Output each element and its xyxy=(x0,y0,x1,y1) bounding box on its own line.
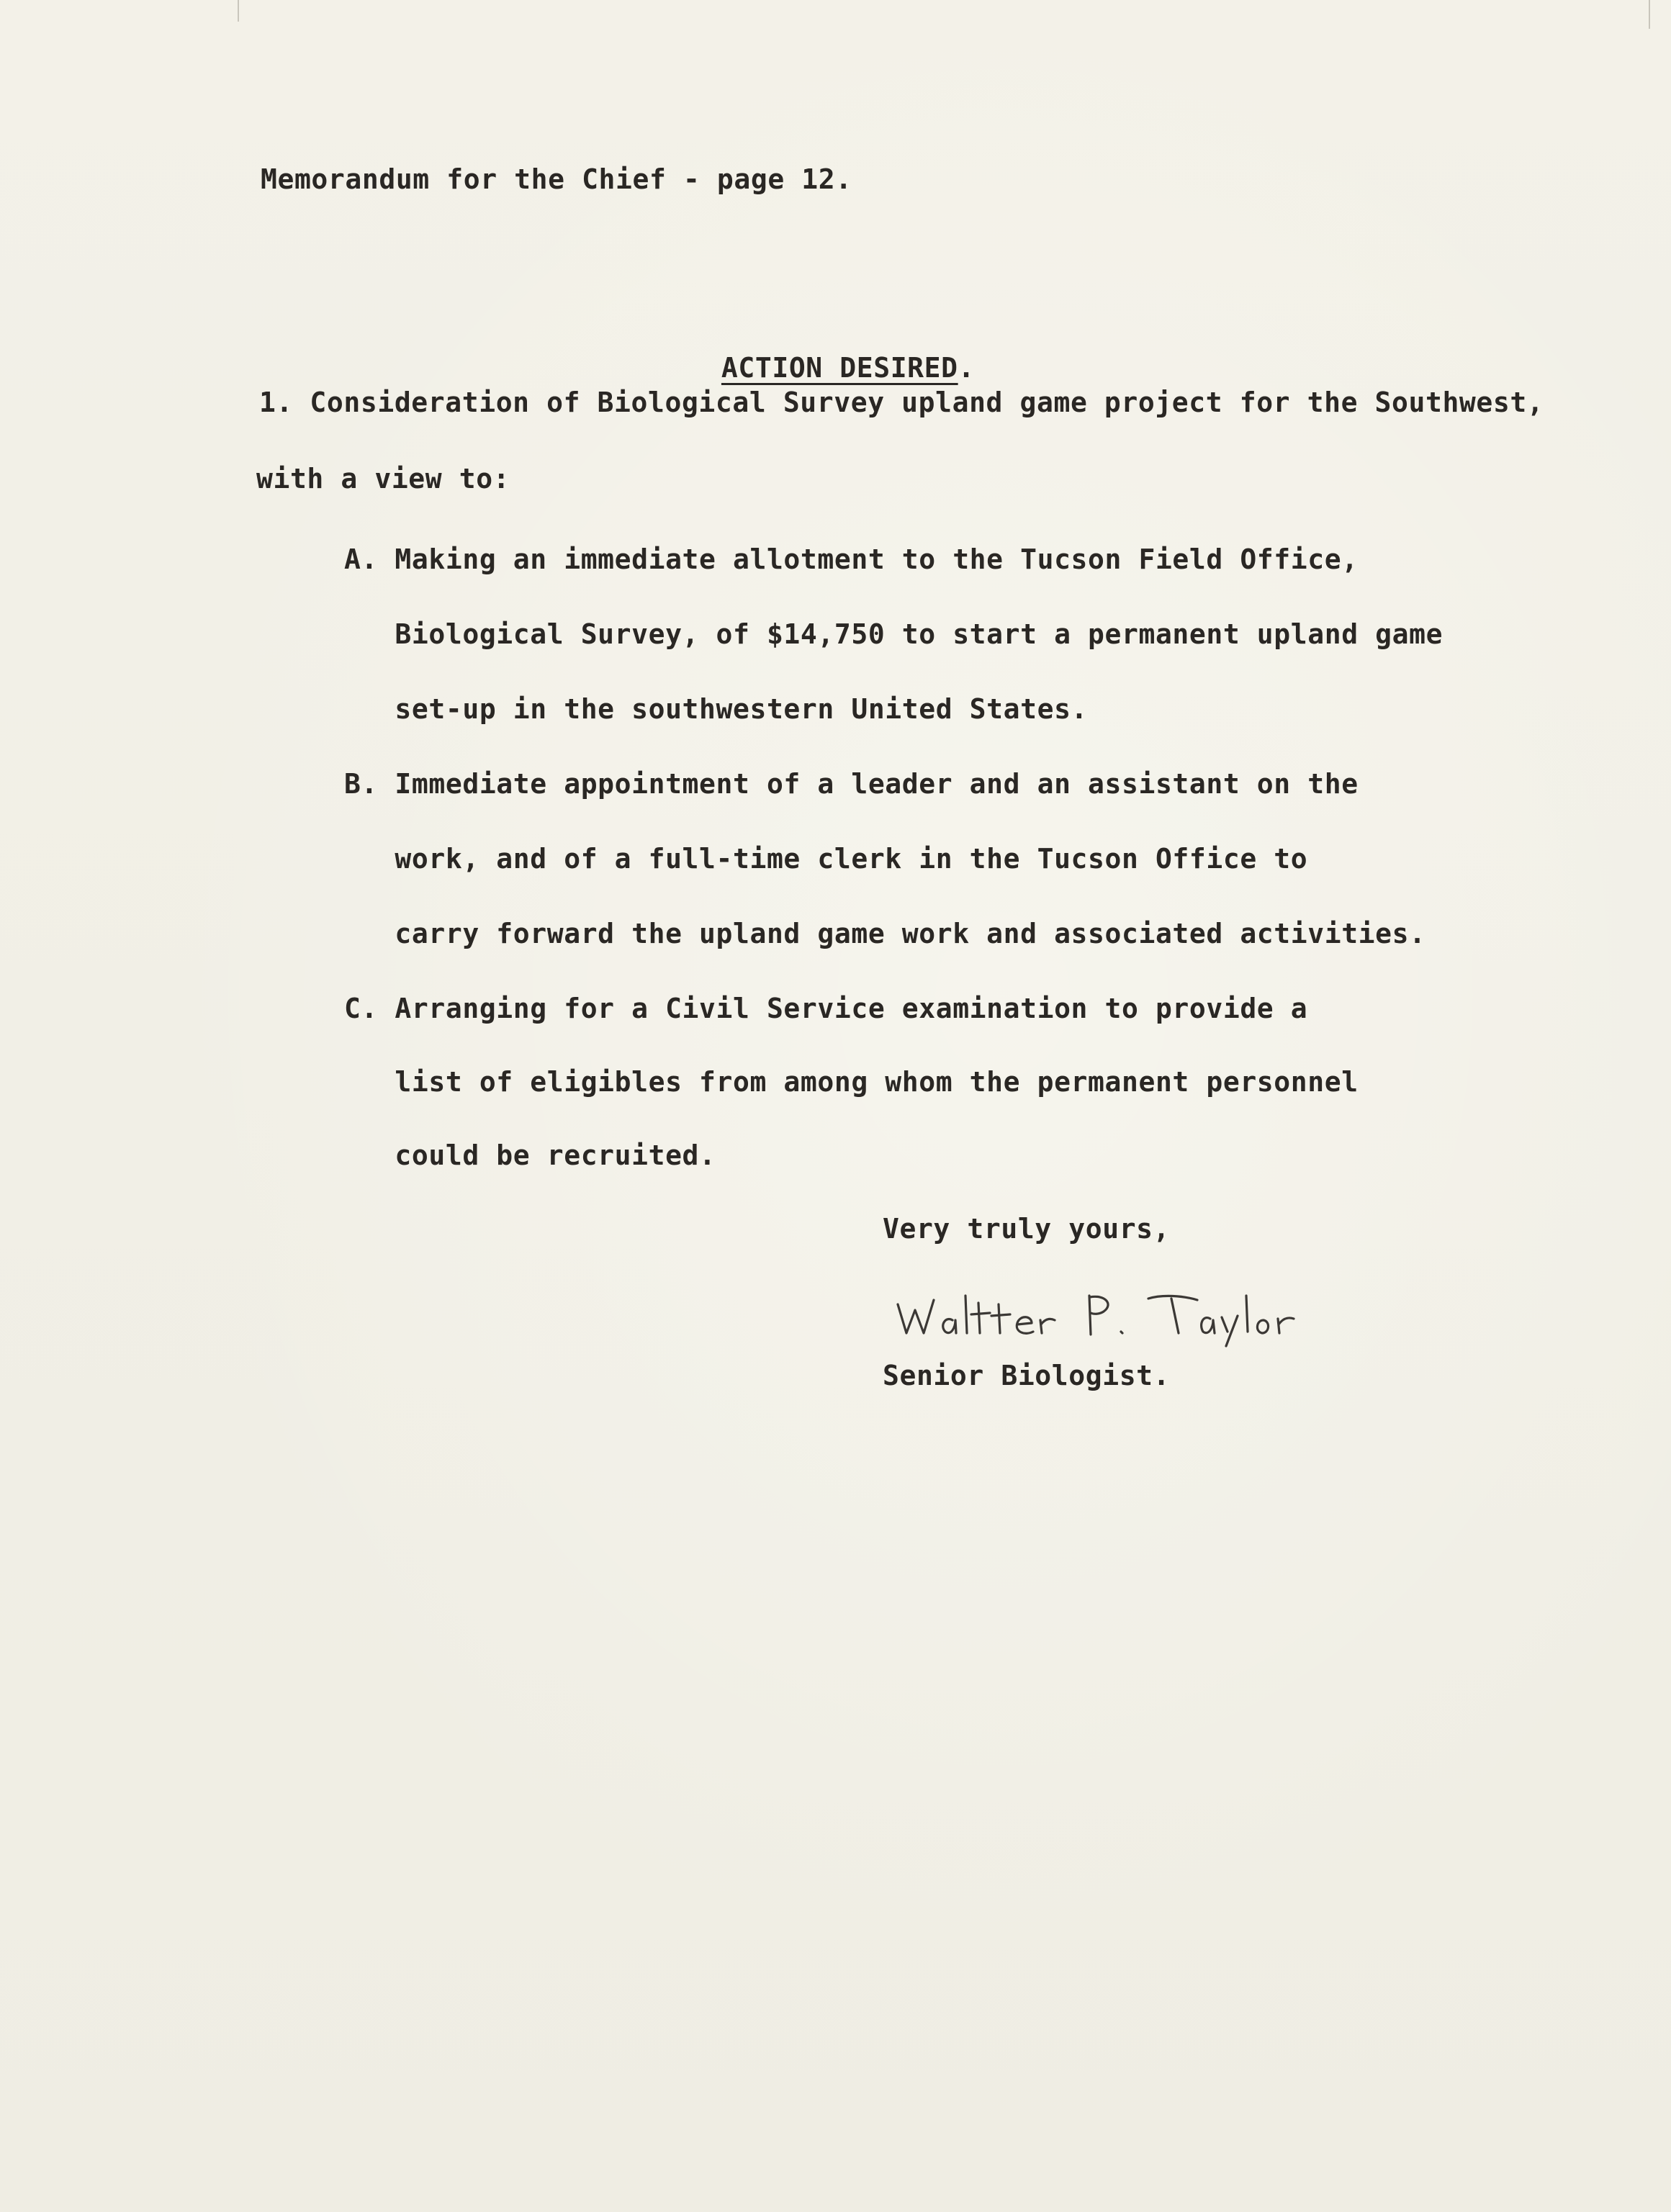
sub-item-a-line-2: Biological Survey, of $14,750 to start a permanent upland game xyxy=(344,618,1443,650)
item-1-line-2: with a view to: xyxy=(256,463,510,495)
sub-item-b-line-2: work, and of a full-time clerk in the Tucson Office to xyxy=(344,843,1308,875)
section-heading: ACTION DESIRED xyxy=(721,352,958,384)
sub-item-a-line-3: set-up in the southwestern United States. xyxy=(344,693,1089,725)
sub-item-c-line-1: C. Arranging for a Civil Service examination to provide a xyxy=(344,993,1308,1024)
paper-edge-mark xyxy=(1649,0,1650,29)
sub-item-a-line-1: A. Making an immediate allotment to the Tucson Field Office, xyxy=(344,543,1359,575)
sub-item-c-line-3: could be recruited. xyxy=(344,1139,716,1171)
signer-title: Senior Biologist. xyxy=(883,1360,1171,1391)
closing: Very truly yours, xyxy=(883,1213,1171,1245)
handwritten-signature xyxy=(889,1274,1307,1353)
item-1-line-1: 1. Consideration of Biological Survey upland game project for the Southwest, xyxy=(259,387,1544,418)
paper-edge-mark xyxy=(238,0,239,22)
sub-item-b-line-1: B. Immediate appointment of a leader and an assistant on the xyxy=(344,768,1359,800)
sub-item-b-line-3: carry forward the upland game work and associated activities. xyxy=(344,918,1426,949)
section-heading-period: . xyxy=(958,352,976,384)
sub-item-c-line-2: list of eligibles from among whom the permanent personnel xyxy=(344,1066,1359,1098)
memo-header: Memorandum for the Chief - page 12. xyxy=(261,163,852,195)
